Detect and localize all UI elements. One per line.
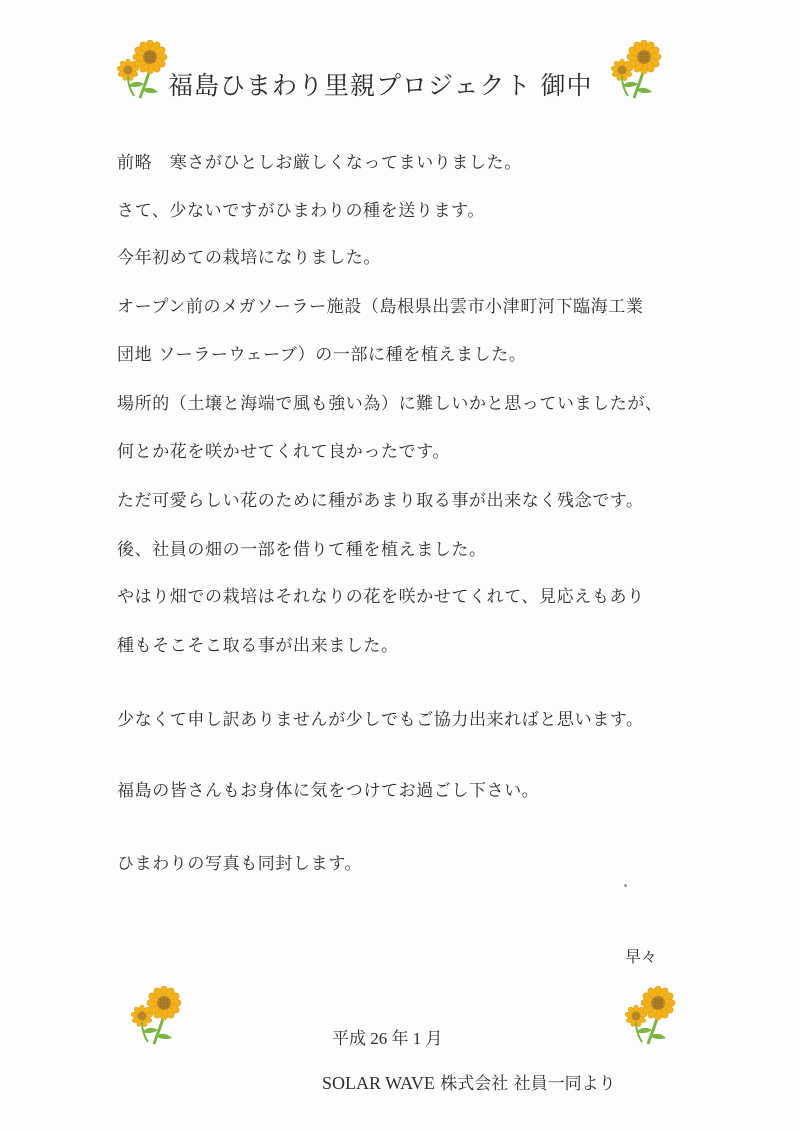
page-title: 福島ひまわり里親プロジェクト 御中	[168, 71, 593, 100]
letter-line: 場所的（土壌と海端で風も強い為）に難しいかと思っていましたが、	[117, 394, 663, 414]
letter-line: 後、社員の畑の一部を借りて種を植えました。	[117, 540, 487, 560]
letter-line: オープン前のメガソーラー施設（島根県出雲市小津町河下臨海工業	[117, 297, 644, 317]
letter-line: ただ可愛らしい花のために種があまり取る事が出来なく残念です。	[117, 491, 644, 511]
sunflower-icon-top-left	[114, 40, 170, 100]
sunflower-icon-bottom-right	[622, 986, 678, 1046]
sunflower-icon	[611, 40, 661, 98]
sunflower-icon-bottom-left	[128, 986, 184, 1046]
letter-line: 少なくて申し訳ありませんが少しでもご協力出来ればと思います。	[117, 710, 644, 730]
sender-company-en: SOLAR WAVE	[322, 1073, 435, 1093]
letter-line: 福島の皆さんもお身体に気をつけてお過ごし下さい。	[117, 781, 540, 801]
letter-line: 前略 寒さがひとしお厳しくなってまいりました。	[117, 153, 522, 173]
letter-line: ひまわりの写真も同封します。	[117, 854, 363, 874]
sender-company-ja: 株式会社	[440, 1074, 509, 1094]
sunflower-icon	[131, 986, 181, 1044]
sunflower-icon	[117, 40, 167, 98]
letter-sender	[322, 1069, 616, 1094]
letter-line: さて、少ないですがひまわりの種を送ります。	[117, 201, 485, 221]
sunflower-icon	[625, 986, 675, 1044]
letter-line: やはり畑での栽培はそれなりの花を咲かせてくれて、見応えもあり	[117, 587, 645, 607]
letter-date: 平成 26 年 1 月	[332, 1029, 443, 1048]
letter-line: 団地 ソーラーウェーブ）の一部に種を植えました。	[117, 345, 527, 365]
letter-line: 何とか花を咲かせてくれて良かったです。	[117, 442, 451, 462]
letter-line: 種もそこそこ取る事が出来ました。	[117, 636, 399, 656]
sunflower-icon-top-right	[608, 40, 664, 100]
letter-line: 今年初めての栽培になりました。	[117, 248, 381, 268]
paper-speck	[624, 884, 627, 887]
sender-group: 社員一同より	[513, 1074, 616, 1094]
closing-word: 早々	[625, 947, 658, 966]
